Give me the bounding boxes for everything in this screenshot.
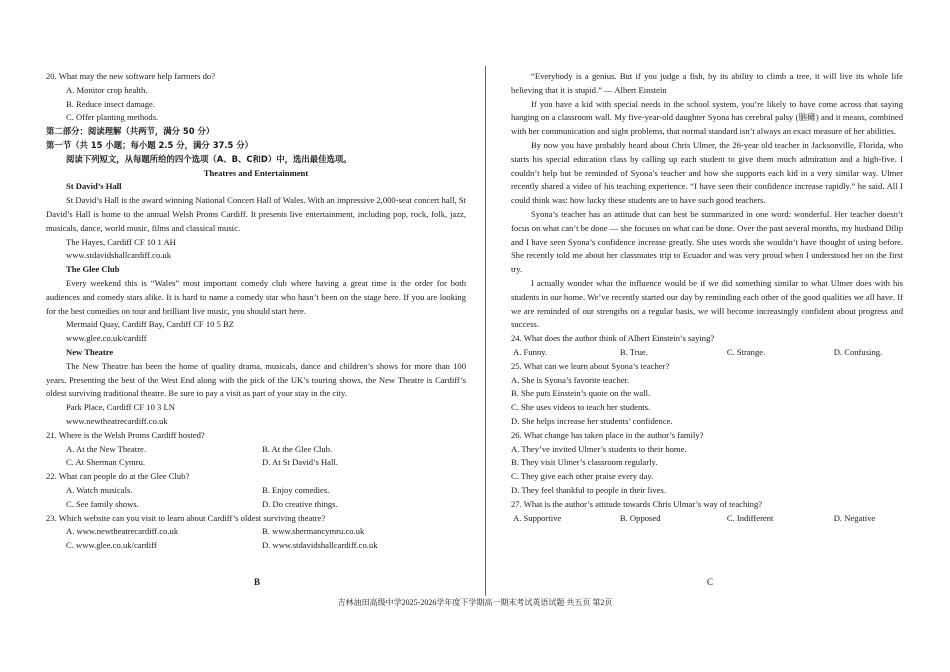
question-stem: 26. What change has taken place in the author’s family? (511, 429, 704, 440)
option-a: A. Monitor crop health. (66, 84, 148, 95)
option-c: C. Indifferent (726, 512, 774, 523)
options-row (511, 346, 903, 360)
venue-description: Every weekend this is “Wales” most important comedy club where having a great time is the order for both audiences and comedy stars alike. It is hard to name a comedy star who hasn’t been on the stage here. If you are looking for the best comedies on tour and brilliant live music, you should start here. (46, 277, 466, 316)
option-c: C. At Sherman Cymru. (66, 457, 146, 468)
option-d: D. Do creative things. (262, 498, 338, 509)
option-b: B. www.shermancymru.co.uk (262, 526, 365, 537)
paragraph-1: If you have a kid with special needs in the school system, you’re likely to have come across that saying hanging on a classroom wall. My five-year-old daughter Syona has cerebral palsy (脑瘫) and it means, combined with her communication and sight problems, that normal standard isn’t always an exact measure of her abilities. (511, 98, 903, 137)
option-a: A. www.newtheatrecardiff.co.uk (66, 526, 179, 537)
option-b: B. Reduce insect damage. (66, 98, 156, 109)
option-c: C. Strange. (726, 346, 766, 357)
option-c: C. See family shows. (66, 498, 139, 509)
question-stem: 20. What may the new software help farmers do? (46, 71, 216, 81)
question-stem: 27. What is the author’s attitude towards Chris Ulmar’s way of teaching? (511, 498, 763, 509)
question-23 (46, 512, 466, 553)
paragraph-2: By now you have probably heard about Chris Ulmer, the 26-year old teacher in Jacksonville, Florida, who starts his special education class by calling up each student to give them much admiration and a high-five. I couldn’t help but be reminded of Syona’s teacher and how she supports each kid in a very similar way. Ulmer recently shared a video of his teaching experience. “I have seen their confidence increase rapidly.” he said. All I could think was: how lucky these students are to have such good teachers. (511, 139, 903, 206)
right-column (511, 70, 903, 525)
question-stem: 21. Where is the Welsh Proms Cardiff hosted? (46, 429, 205, 440)
option-b: B. True. (619, 346, 648, 357)
paragraph-3: Syona’s teacher has an attitude that can best be summarized in one word: wonderful. Her teacher doesn’t focus on what can’t be done — she focuses on what can be done. Over the past several months, my husband Dilip and I have seen Syona’s confidence increase greatly. She uses words she wouldn’t have thought of using before. She recently told me about her classmates trip to Ecuador and was very proud when I understood her on the first try. (511, 208, 903, 275)
options-row (511, 512, 903, 526)
venue-address: The Hayes, Cardiff CF 10 1 AH (66, 236, 176, 247)
einstein-quote: “Everybody is a genius. But if you judge a fish, by its ability to climb a tree, it will live its whole life believing that it is stupid.” — Albert Einstein (511, 71, 903, 95)
option-b: B. Enjoy comedies. (262, 484, 330, 495)
options-row (46, 484, 466, 498)
question-24 (511, 332, 903, 360)
section-one-title: 第一节（共 15 小题；每小题 2.5 分，满分 37.5 分） (46, 139, 254, 150)
venue-new-theatre (46, 346, 466, 429)
question-stem: 23. Which website can you visit to learn about Cardiff’s oldest surviving theatre? (46, 512, 326, 523)
question-26 (511, 429, 903, 498)
venue-address: Mermaid Quay, Cardiff Bay, Cardiff CF 10 5 BZ (66, 319, 235, 330)
venue-website: www.stdavidshallcardiff.co.uk (66, 250, 172, 261)
venue-description: St David’s Hall is the award winning National Concert Hall of Wales. With an impressive 2,000-seat concert hall, St David’s Hall is home to the annual Welsh Proms Cardiff. It presents live entertainment, including pop, rock, folk, jazz, musicals, dance, world music, films and classical music. (46, 195, 466, 233)
option-a: A. Watch musicals. (66, 484, 133, 495)
venue-name: The Glee Club (66, 264, 120, 275)
option-c: C. Offer planting methods. (66, 112, 159, 123)
option-b: B. She puts Einstein’s quote on the wall. (511, 388, 651, 399)
venue-website: www.glee.co.uk/cardiff (66, 333, 147, 344)
option-b: B. Opposed (619, 512, 661, 523)
page-footer: 吉林油田高级中学2025-2026学年度下学期高一期末考试英语试题 共五页 第2页 (337, 598, 613, 607)
page-mark-left: B (254, 577, 261, 587)
option-c: C. She uses videos to teach her students. (511, 402, 651, 413)
question-22 (46, 470, 466, 511)
option-d: D. They feel thankful to people in their lives. (511, 484, 666, 495)
question-25 (511, 360, 903, 429)
question-stem: 22. What can people do at the Glee Club? (46, 471, 190, 482)
venue-description: The New Theatre has been the home of quality drama, musicals, dance and children’s shows for more than 100 years. Presenting the best of the West End along with the pick of the UK’s touring shows, the New Theatre is Cardiff’s oldest surviving traditional theatre. Be sure to pay a visit as part of your stay in the city. (46, 360, 466, 399)
question-21 (46, 429, 466, 470)
option-d: D. Confusing. (833, 346, 883, 357)
option-b: B. At the Glee Club. (262, 443, 333, 454)
page-mark-right: C (707, 577, 714, 587)
options-row (46, 525, 466, 539)
question-stem: 24. What does the author think of Albert Einstein’s saying? (511, 333, 715, 344)
options-row (46, 443, 466, 457)
option-c: C. www.glee.co.uk/cardiff (66, 540, 157, 551)
venue-st-davids-hall (46, 180, 466, 263)
option-a: A. She is Syona’s favorite teacher. (511, 374, 630, 385)
option-a: A. They’ve invited Ulmer’s students to their home. (511, 443, 687, 454)
instructions: 阅读下列短文，从每题所给的四个选项（A、B、C和D）中，选出最佳选项。 (66, 153, 352, 164)
option-d: D. She helps increase her students’ confidence. (511, 415, 673, 426)
option-d: D. At St David’s Hall. (262, 457, 338, 468)
venue-glee-club (46, 263, 466, 346)
option-d: D. www.stdavidshallcardiff.co.uk (262, 540, 378, 551)
venue-name: St David’s Hall (66, 181, 122, 192)
option-a: A. Funny. (513, 346, 548, 357)
paragraph-4: I actually wonder what the influence would be if we did something similar to what Ulmer does with his students in our home. We’ve recently started our day by reminding each other of the good qualities we all have. If we are reminded of our strengths on a regular basis, we will become increasingly confident about progress and success. (511, 277, 903, 330)
venue-website: www.newtheatrecardiff.co.uk (66, 415, 168, 426)
part-two-title: 第二部分：阅读理解（共两节，满分 50 分） (46, 126, 215, 137)
passage-title: Theatres and Entertainment (203, 167, 309, 178)
option-c: C. They give each other praise every day. (511, 471, 654, 482)
option-a: A. Supportive (513, 512, 562, 523)
question-27 (511, 498, 903, 526)
options-row (46, 539, 466, 553)
option-b: B. They visit Ulmer’s classroom regularly. (511, 457, 658, 468)
option-a: A. At the New Theatre. (66, 443, 147, 454)
options-row (46, 456, 466, 470)
column-divider (485, 66, 486, 596)
option-d: D. Negative (833, 512, 876, 523)
venue-address: Park Place, Cardiff CF 10 3 LN (66, 402, 175, 413)
question-stem: 25. What can we learn about Syona’s teacher? (511, 360, 670, 371)
venue-name: New Theatre (66, 346, 114, 357)
question-20 (46, 70, 466, 125)
left-column (46, 70, 466, 553)
options-row (46, 498, 466, 512)
